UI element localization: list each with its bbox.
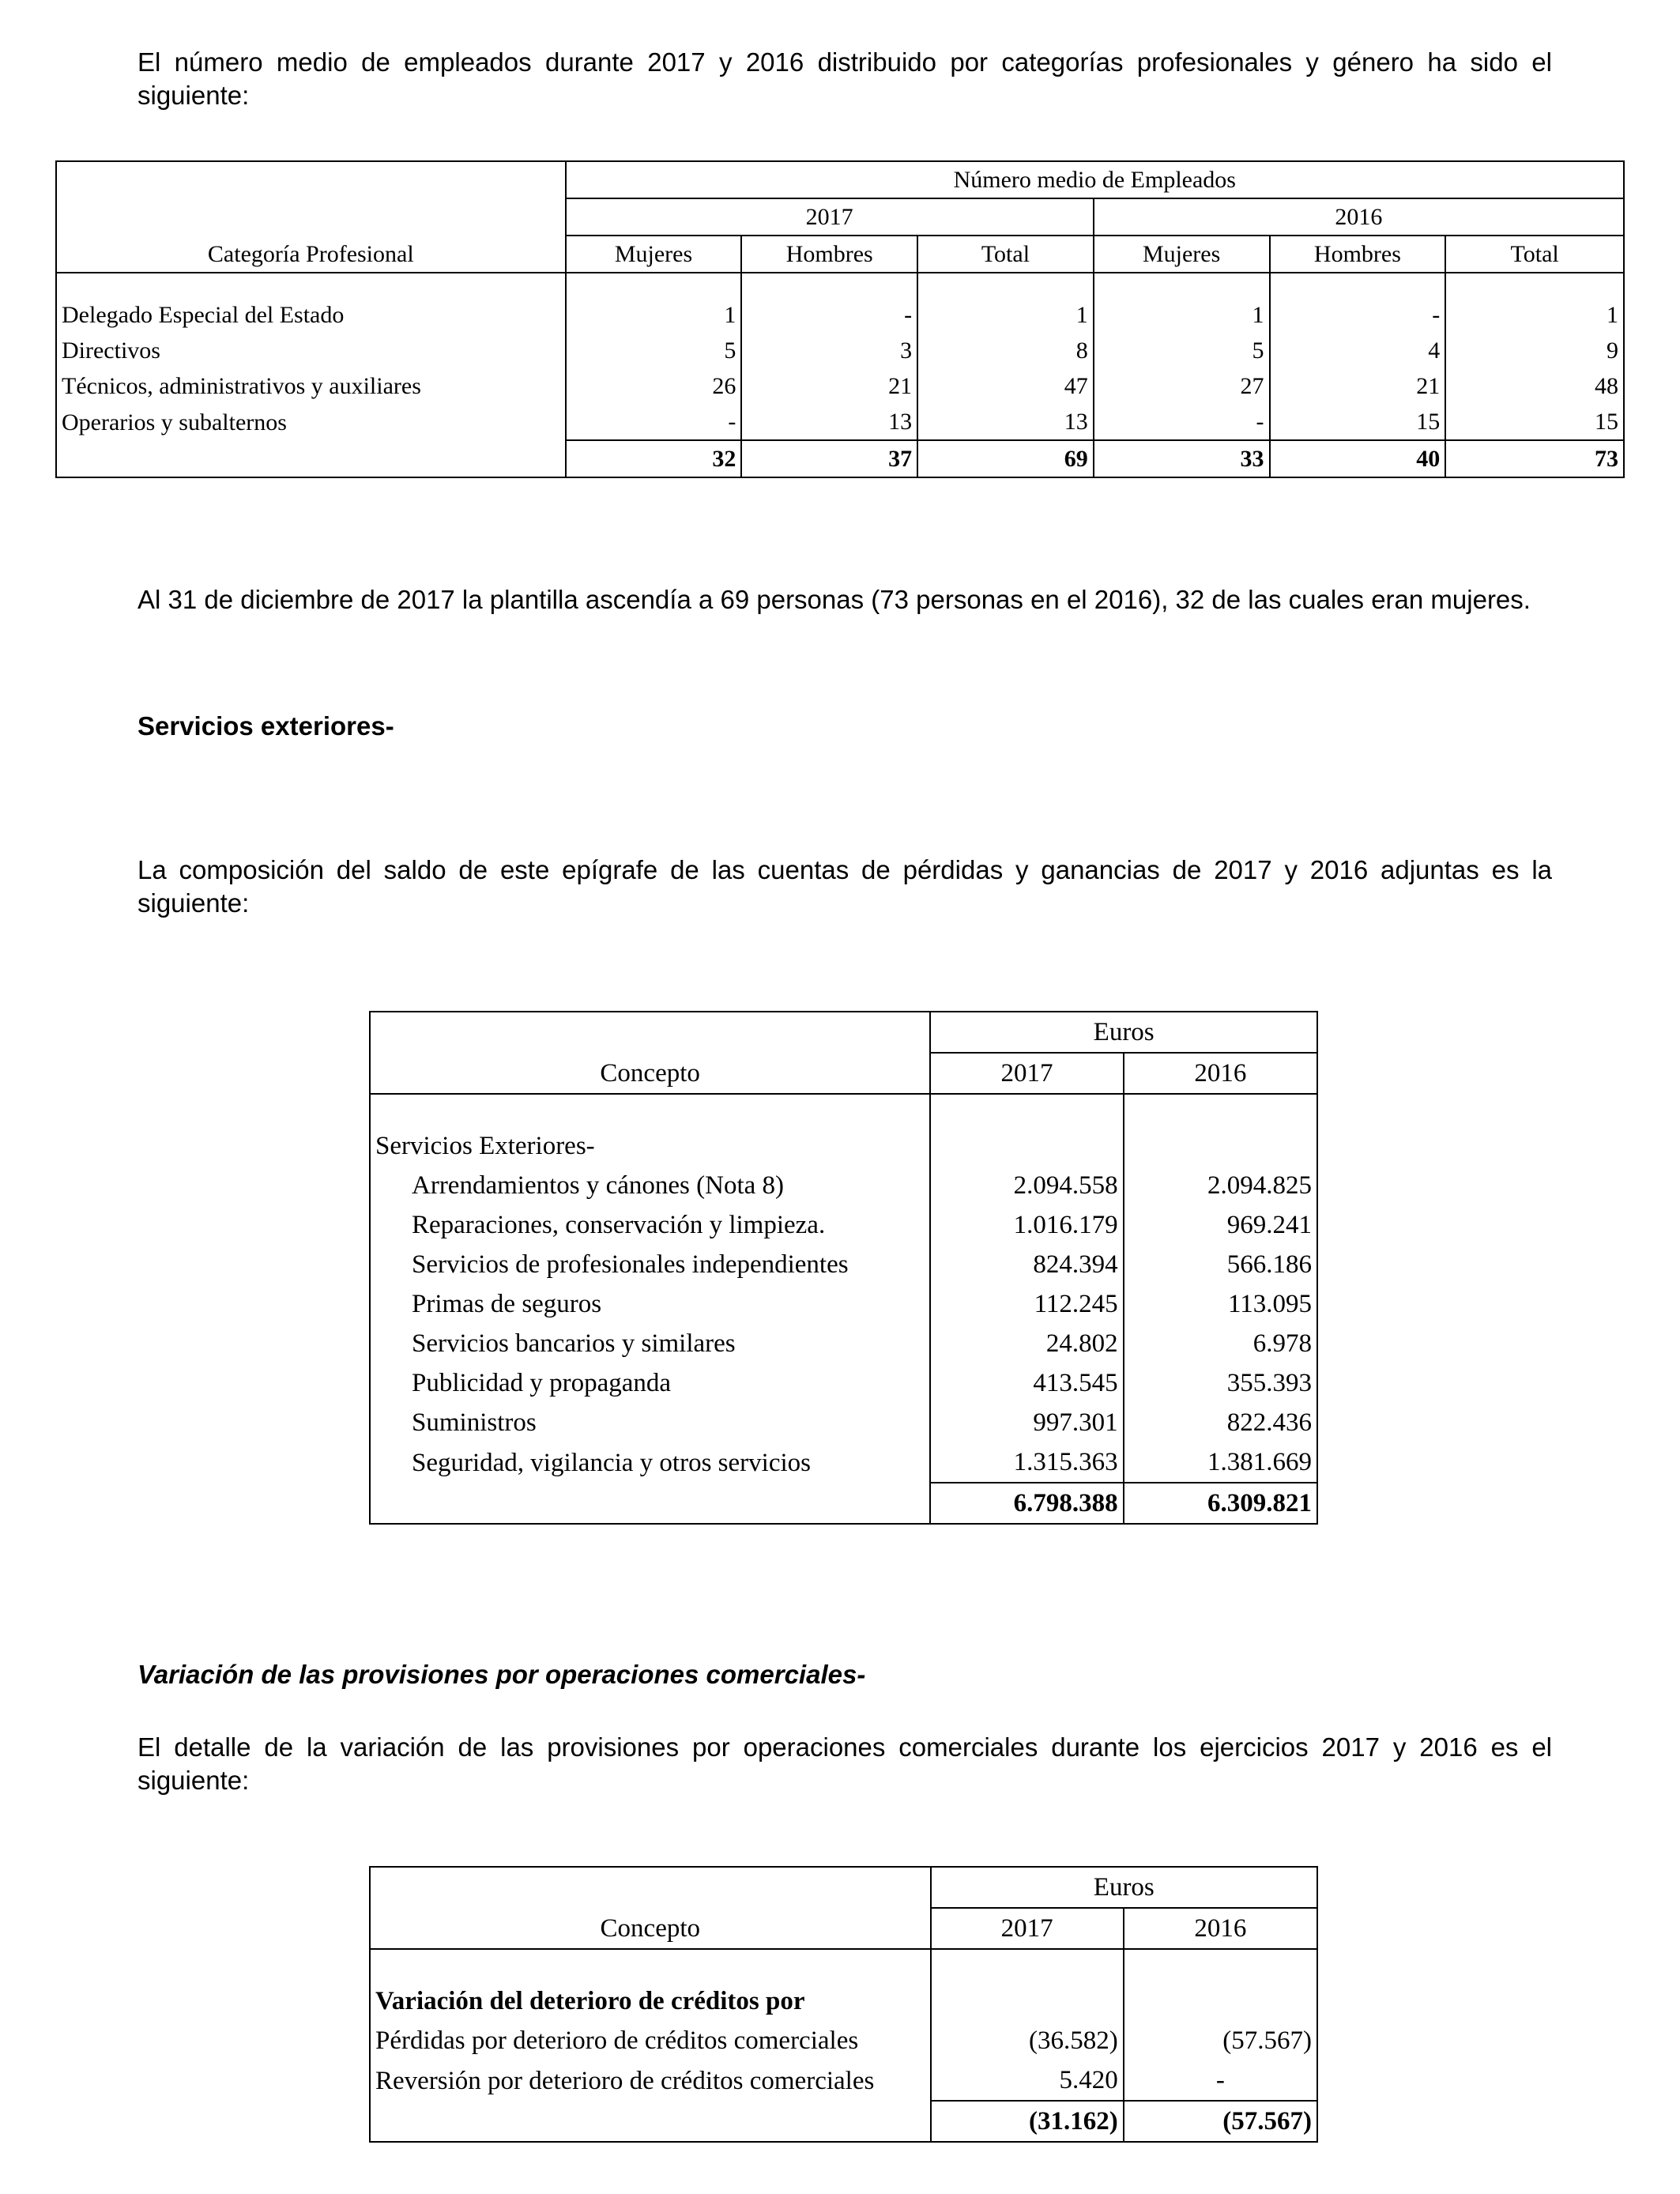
table-row: Delegado Especial del Estado 1 - 1 1 - 1 [56,297,1624,333]
services-concept-header: Concepto [370,1053,930,1094]
services-table [369,1011,1318,1525]
table-row: Seguridad, vigilancia y otros servicios 1.315.363 1.381.669 [370,1442,1317,1483]
services-group-label: Servicios Exteriores- [370,1126,930,1166]
category-header-spacer [56,161,566,198]
services-heading: Servicios exteriores- [137,711,394,741]
services-total-2017: 6.798.388 [930,1483,1123,1524]
col-men-2017: Hombres [741,236,917,273]
category-header: Categoría Profesional [56,236,566,273]
col-women-2017: Mujeres [566,236,742,273]
provisions-paragraph: El detalle de la variación de las provisiones por operaciones comerciales durante los ejercicios 2017 y 2016 es el siguiente: [137,1732,1552,1795]
col-men-2016: Hombres [1270,236,1446,273]
table-row: Arrendamientos y cánones (Nota 8) 2.094.558 2.094.825 [370,1166,1317,1205]
row-label: Directivos [56,333,566,368]
provisions-year-2017: 2017 [931,1908,1124,1949]
totals-row [370,2101,1317,2142]
provisions-table [369,1866,1318,2143]
table-row: Publicidad y propaganda 413.545 355.393 [370,1363,1317,1403]
staff-paragraph: Al 31 de diciembre de 2017 la plantilla ascendía a 69 personas (73 personas en el 2016), 32 de las cuales eran mujeres. [137,585,1531,614]
provisions-currency: Euros [931,1867,1317,1908]
intro-employees-paragraph: El número medio de empleados durante 2017 y 2016 distribuido por categorías profesionales y género ha sido el siguiente: [137,47,1552,110]
totals-row [370,1483,1317,1524]
provisions-concept-header: Concepto [370,1908,931,1949]
row-label: Operarios y subalternos [56,404,566,440]
table-row: Reparaciones, conservación y limpieza. 1.016.179 969.241 [370,1205,1317,1245]
table-row: Suministros 997.301 822.436 [370,1403,1317,1442]
table-row: Directivos 5 3 8 5 4 9 [56,333,1624,368]
employees-year-2017: 2017 [566,198,1094,236]
table-row: Técnicos, administrativos y auxiliares 26 21 47 27 21 48 [56,368,1624,404]
employees-table [55,160,1625,478]
provisions-year-2016: 2016 [1124,1908,1317,1949]
row-label: Técnicos, administrativos y auxiliares [56,368,566,404]
provisions-total-2016: (57.567) [1124,2101,1317,2142]
table-row: Servicios de profesionales independientes 824.394 566.186 [370,1245,1317,1284]
col-women-2016: Mujeres [1094,236,1270,273]
services-year-2016: 2016 [1124,1053,1317,1094]
services-total-2016: 6.309.821 [1124,1483,1317,1524]
totals-row: 32 37 69 33 40 73 [56,440,1624,477]
services-year-2017: 2017 [930,1053,1123,1094]
col-total-2017: Total [917,236,1094,273]
table-row: Servicios bancarios y similares 24.802 6.978 [370,1324,1317,1363]
employees-year-2016: 2016 [1094,198,1624,236]
col-total-2016: Total [1445,236,1624,273]
services-currency: Euros [930,1012,1317,1053]
provisions-total-2017: (31.162) [931,2101,1124,2142]
table-row: Primas de seguros 112.245 113.095 [370,1284,1317,1324]
services-paragraph: La composición del saldo de este epígrafe de las cuentas de pérdidas y ganancias de 2017 y 2016 adjuntas es la siguiente: [137,855,1552,918]
provisions-group-label: Variación del deterioro de créditos por [370,1981,931,2021]
employees-header-main: Número medio de Empleados [566,161,1624,198]
table-row: Operarios y subalternos - 13 13 - 15 15 [56,404,1624,440]
table-row: Pérdidas por deterioro de créditos comerciales (36.582) (57.567) [370,2021,1317,2060]
row-label: Delegado Especial del Estado [56,297,566,333]
provisions-heading: Variación de las provisiones por operaciones comerciales- [137,1660,866,1689]
table-row: Reversión por deterioro de créditos comerciales 5.420 - [370,2060,1317,2101]
